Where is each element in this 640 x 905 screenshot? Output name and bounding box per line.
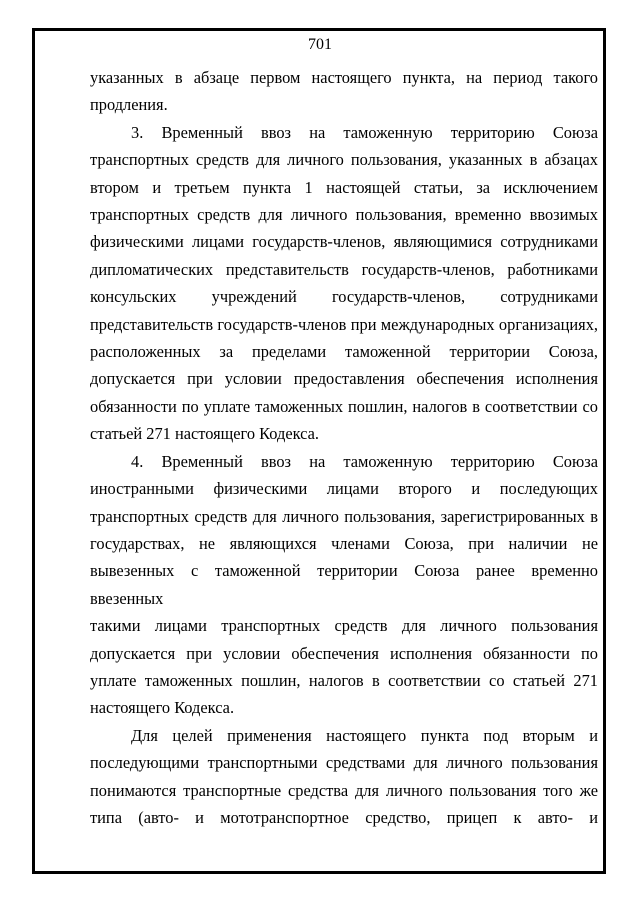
paragraph-line: такими лицами транспортных средств для личного пользования	[90, 616, 598, 636]
paragraph-line: транспортных средств для личного пользования, временно ввозимых	[90, 205, 598, 225]
paragraph-line: транспортных средств для личного пользования, зарегистрированных в	[90, 506, 598, 526]
paragraph-line: понимаются транспортные средства для личного пользования того же	[90, 780, 598, 800]
paragraph-line: 4. Временный ввоз на таможенную территорию Союза	[131, 451, 598, 471]
paragraph-line: государствах, не являющихся членами Союза, при наличии не	[90, 533, 598, 553]
document-body	[90, 64, 598, 831]
paragraph-line: транспортных средств для личного пользования, указанных в абзацах	[90, 150, 598, 170]
paragraph-line: последующими транспортными средствами для личного пользования	[90, 753, 598, 773]
paragraph-line: втором и третьем пункта 1 настоящей статьи, за исключением	[90, 177, 598, 197]
paragraph-line: дипломатических представительств государств-членов, работниками	[90, 259, 598, 279]
paragraph-line: вывезенных с таможенной территории Союза ранее временно ввезенных	[90, 561, 598, 608]
paragraph-line: статьей 271 настоящего Кодекса.	[90, 424, 320, 444]
paragraph-line: продления.	[90, 95, 168, 115]
paragraph-line: Для целей применения настоящего пункта под вторым и	[131, 725, 598, 745]
paragraph-line: допускается при условии предоставления обеспечения исполнения	[90, 369, 598, 389]
paragraph-line: настоящего Кодекса.	[90, 698, 235, 718]
paragraph-line: обязанности по уплате таможенных пошлин, налогов в соответствии со	[90, 396, 598, 416]
paragraph-line: представительств государств-членов при международных организациях,	[90, 314, 598, 334]
paragraph-line: допускается при условии обеспечения исполнения обязанности по	[90, 643, 598, 663]
paragraph-line: расположенных за пределами таможенной территории Союза,	[90, 342, 598, 362]
page-number: 701	[308, 36, 332, 53]
paragraph-line: иностранными физическими лицами второго и последующих	[90, 479, 598, 499]
paragraph-line: указанных в абзаце первом настоящего пункта, на период такого	[90, 68, 598, 87]
paragraph-line: физическими лицами государств-членов, являющимися сотрудниками	[90, 232, 598, 252]
paragraph-line: типа (авто- и мототранспортное средство, прицеп к авто- и	[90, 807, 598, 827]
paragraph-line: консульских учреждений государств-членов, сотрудниками	[90, 287, 598, 307]
paragraph-line: уплате таможенных пошлин, налогов в соответствии со статьей 271	[90, 670, 598, 690]
paragraph-line: 3. Временный ввоз на таможенную территорию Союза	[131, 122, 598, 142]
